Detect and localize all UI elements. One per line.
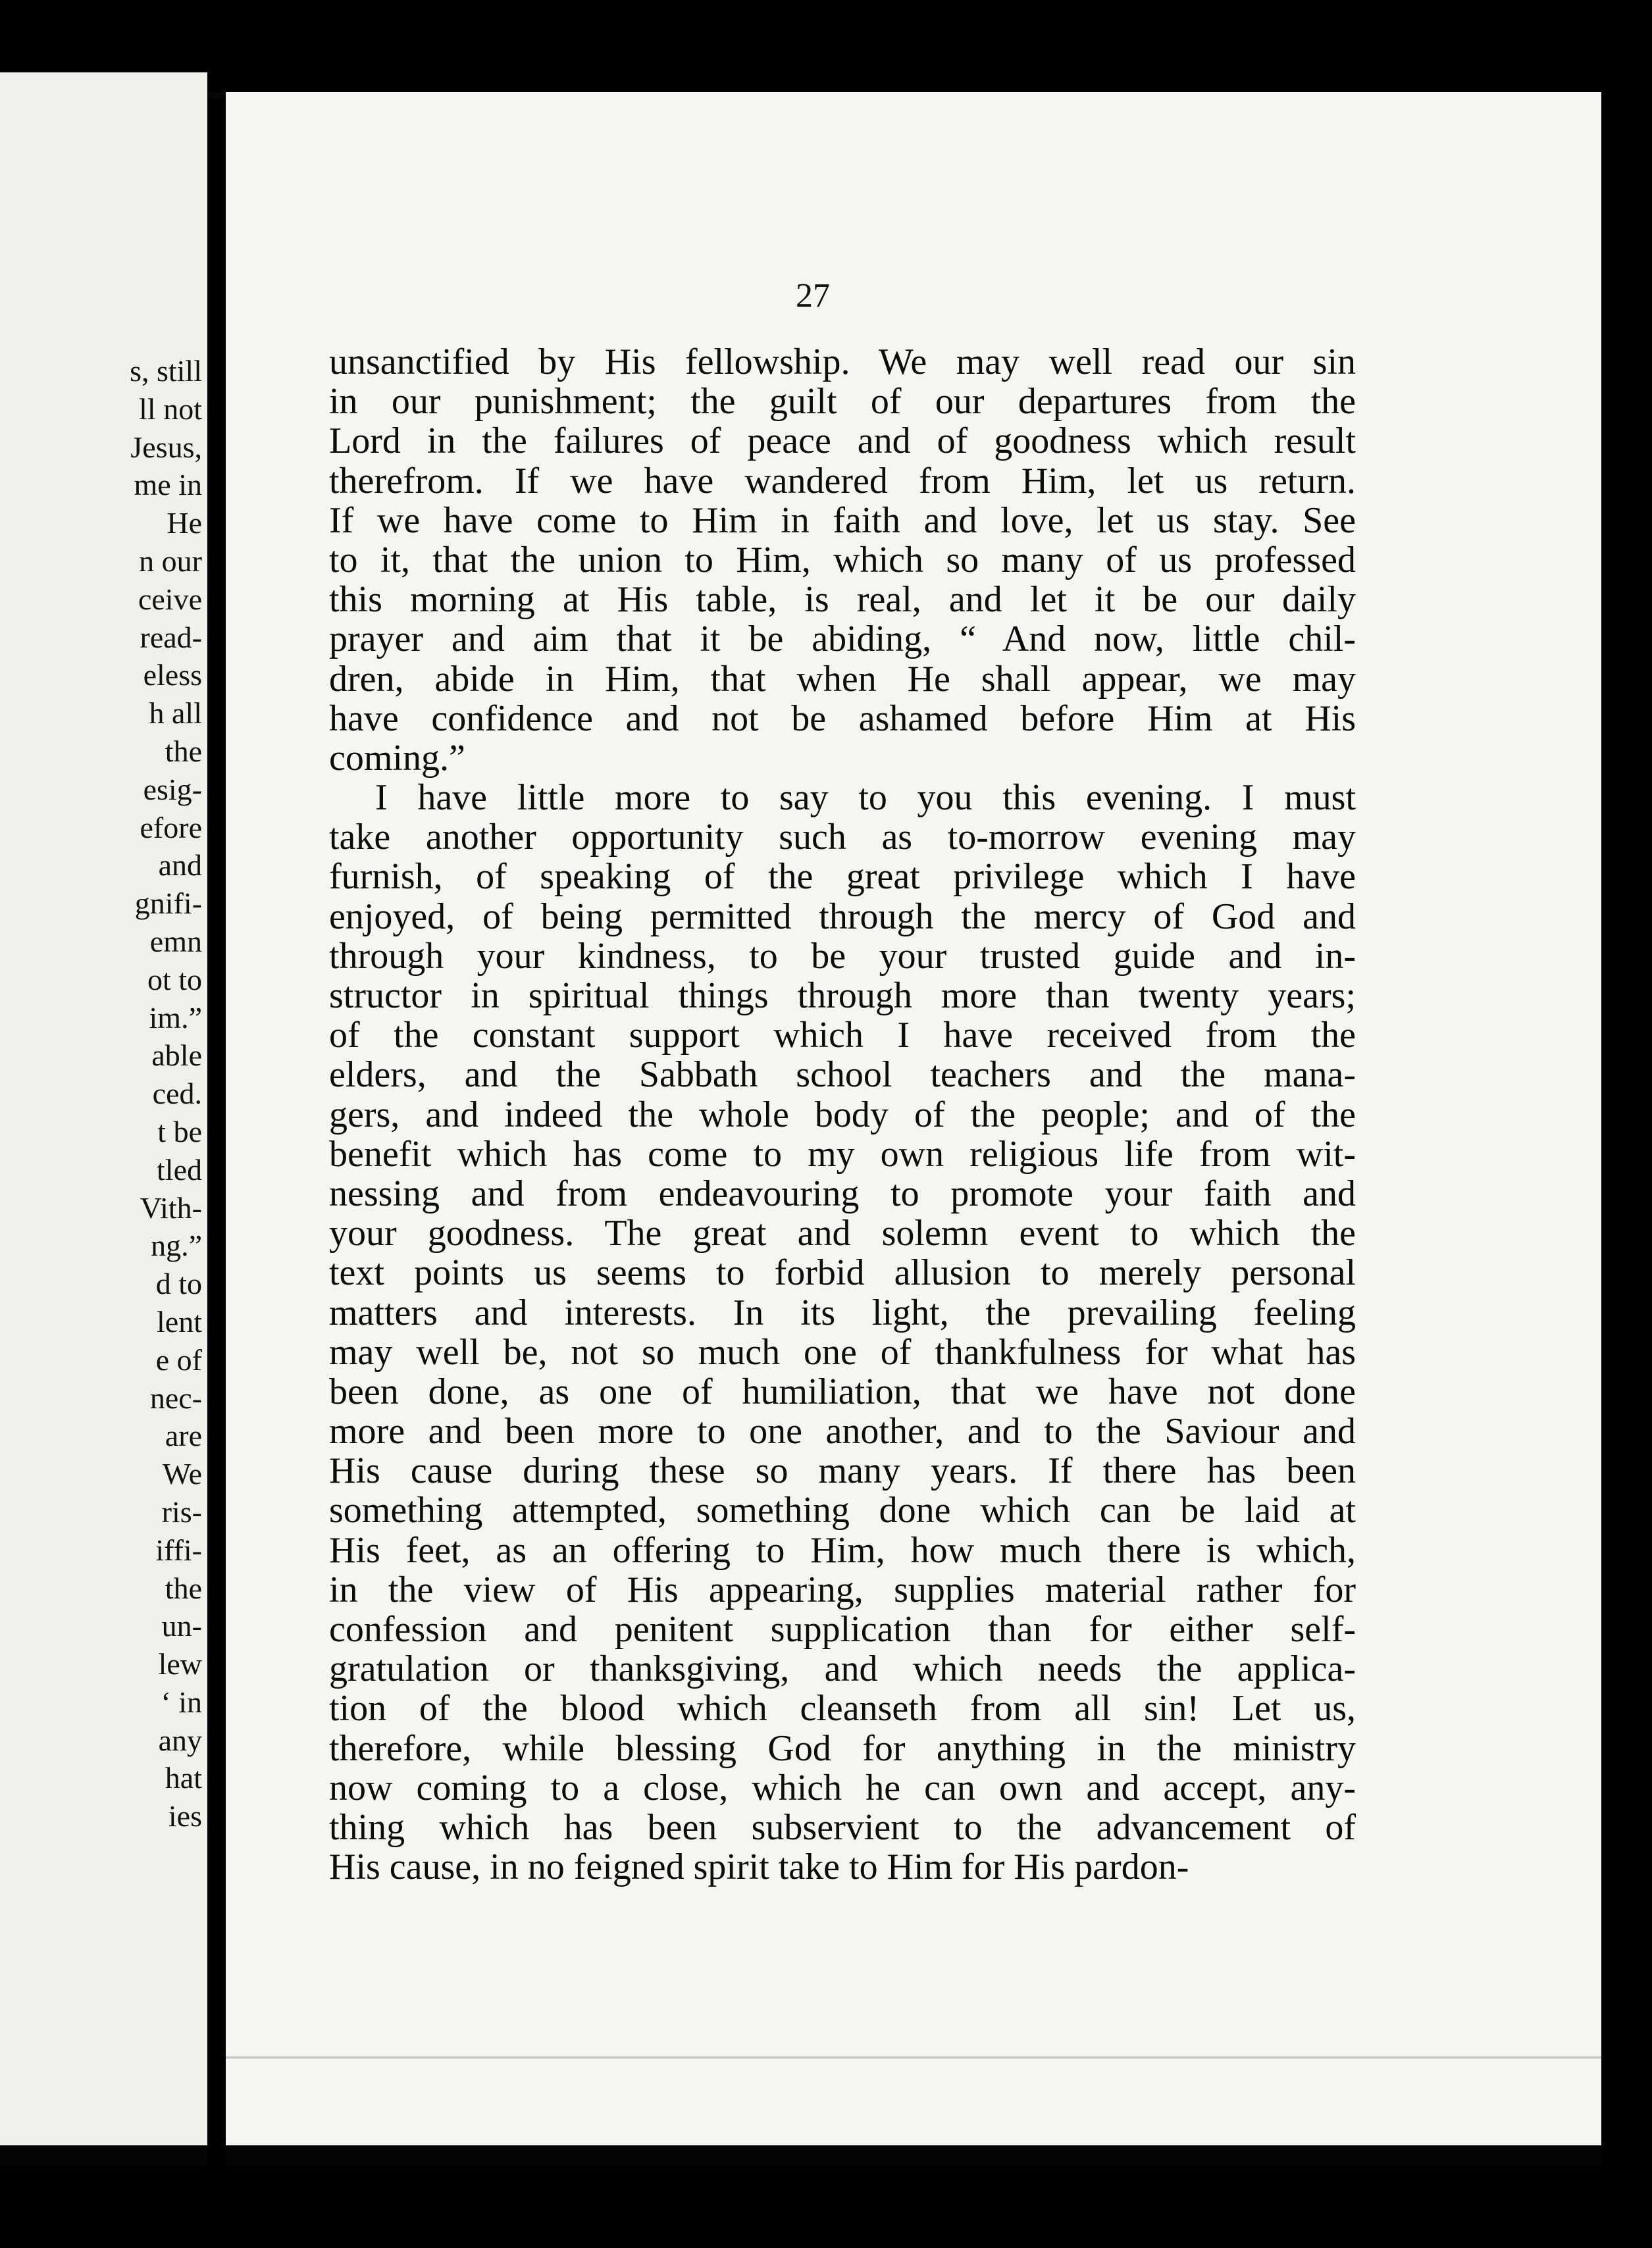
text-line: nessing and from endeavouring to promote your faith and [329,1173,1356,1214]
text-line: tion of the blood which cleanseth from all sin! Let us, [329,1689,1356,1729]
text-line: I have little more to say to you this evening. I must [375,778,1356,818]
left-text-fragment: e of [155,1342,202,1377]
left-text-fragment: lent [157,1304,202,1339]
left-text-fragment: Jesus, [130,430,202,464]
left-text-fragment: d to [155,1267,202,1301]
text-line: unsanctified by His fellowship. We may well read our sin [329,342,1356,382]
left-text-fragment: esig- [143,772,202,806]
text-line: been done, as one of humiliation, that we have not done [329,1371,1356,1412]
text-line: now coming to a close, which he can own and accept, any- [329,1768,1356,1808]
text-line: in the view of His appearing, supplies material rather for [329,1570,1356,1610]
text-line: dren, abide in Him, that when He shall appear, we may [329,659,1356,699]
text-line: confession and penitent supplication than for either self- [329,1610,1356,1650]
text-line: of the constant support which I have received from the [329,1015,1356,1056]
text-line: in our punishment; the guilt of our departures from the [329,382,1356,422]
text-line: more and been more to one another, and to the Saviour and [329,1412,1356,1452]
left-text-fragment: the [165,1571,202,1605]
body-text [329,342,1356,1887]
text-line: benefit which has come to my own religious life from wit- [329,1134,1356,1174]
left-page-text-fragments [130,352,202,1835]
left-text-fragment: We [162,1457,202,1491]
left-text-fragment: ies [168,1799,202,1833]
left-text-fragment: h all [149,696,202,730]
text-line: enjoyed, of being permitted through the mercy of God and [329,896,1356,936]
text-line: His feet, as an offering to Him, how much there is which, [329,1530,1356,1570]
left-text-fragment: and [158,848,202,882]
left-text-fragment: tled [157,1152,202,1187]
text-line: prayer and aim that it be abiding, “ And now, little chil- [329,619,1356,659]
page-number: 27 [796,277,830,315]
left-text-fragment: ced. [152,1077,202,1111]
text-line: gers, and indeed the whole body of the people; and of the [329,1094,1356,1135]
scan-bottom-border [0,2165,1652,2248]
text-line: coming.” [329,738,465,779]
left-text-fragment: un- [161,1609,202,1643]
left-text-fragment: are [165,1419,202,1453]
left-text-fragment: nec- [149,1381,202,1415]
text-line: matters and interests. In its light, the prevailing feeling [329,1292,1356,1333]
left-text-fragment: hat [165,1761,202,1795]
left-text-fragment: ng.” [151,1229,202,1263]
left-text-fragment: ris- [161,1494,202,1529]
left-text-fragment: the [165,734,202,768]
text-line: through your kindness, to be your trusted guide and in- [329,936,1356,976]
text-line: take another opportunity such as to-morrow evening may [329,817,1356,857]
left-text-fragment: He [167,506,202,540]
text-line: furnish, of speaking of the great privilege which I have [329,857,1356,897]
left-text-fragment: n our [139,544,202,578]
footer-rule [226,2056,1601,2058]
text-line: If we have come to Him in faith and love, let us stay. See [329,500,1356,540]
left-text-fragment: lew [158,1647,202,1681]
text-line: therefrom. If we have wandered from Him, let us return. [329,461,1356,501]
left-text-fragment: read- [140,620,202,654]
left-text-fragment: im.” [149,1000,202,1035]
scan-top-border [0,0,1652,92]
left-text-fragment: efore [140,810,202,844]
text-line: therefore, while blessing God for anything in the ministry [329,1728,1356,1768]
text-line: elders, and the Sabbath school teachers and the mana- [329,1055,1356,1095]
book-spine-gutter [207,99,226,2172]
left-text-fragment: emn [149,924,202,958]
left-text-fragment: Vith- [140,1190,202,1225]
left-text-fragment: gnifi- [134,886,202,921]
left-text-fragment: iffi- [155,1533,202,1567]
text-line: structor in spiritual things through more than twenty years; [329,976,1356,1016]
left-page [0,72,207,2145]
text-line: your goodness. The great and solemn event to which the [329,1213,1356,1254]
text-line: thing which has been subservient to the advancement of [329,1807,1356,1848]
text-line: to it, that the union to Him, which so many of us professed [329,540,1356,580]
text-line: Lord in the failures of peace and of goodness which result [329,421,1356,461]
left-text-fragment: able [151,1038,202,1073]
text-line: His cause, in no feigned spirit take to Him for His pardon- [329,1847,1189,1887]
scan-right-border [1601,0,1652,2248]
text-line: text points us seems to forbid allusion to merely personal [329,1253,1356,1293]
left-text-fragment: me in [134,468,202,502]
text-line: may well be, not so much one of thankfulness for what has [329,1332,1356,1372]
left-text-fragment: any [158,1723,202,1757]
text-line: His cause during these so many years. If there has been [329,1451,1356,1491]
left-text-fragment: ceive [138,582,202,616]
left-text-fragment: s, still [130,354,202,388]
left-text-fragment: ll not [139,392,202,426]
left-text-fragment: ot to [147,962,202,996]
text-line: gratulation or thanksgiving, and which needs the applica- [329,1649,1356,1689]
left-text-fragment: eless [143,658,202,692]
text-line: this morning at His table, is real, and let it be our daily [329,580,1356,620]
text-line: something attempted, something done which can be laid at [329,1491,1356,1531]
text-line: have confidence and not be ashamed before Him at His [329,698,1356,738]
left-text-fragment: ‘ in [161,1685,202,1719]
left-text-fragment: t be [157,1114,202,1148]
